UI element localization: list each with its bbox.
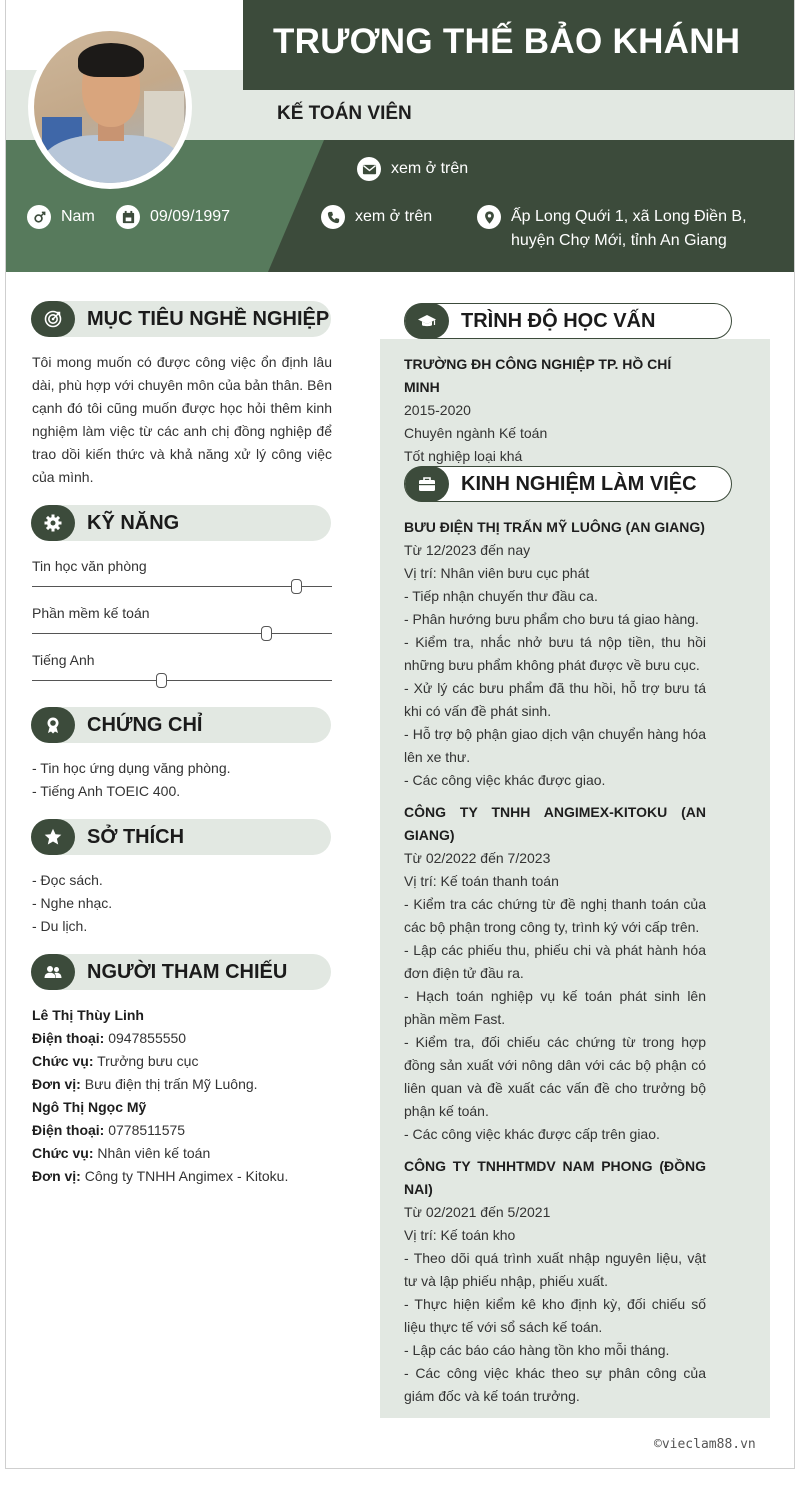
reference-name: Lê Thị Thùy Linh <box>32 1007 144 1023</box>
experience-entry <box>404 801 706 1146</box>
duty-item: - Hỗ trợ bộ phận giao dịch vận chuyển hàng hóa lên xe thư. <box>404 726 706 765</box>
hobbies-list <box>32 869 332 938</box>
section-hobbies-header <box>31 819 331 855</box>
reference-org: Bưu điện thị trấn Mỹ Luông. <box>84 1076 258 1092</box>
education-years: 2015-2020 <box>404 402 471 418</box>
briefcase-icon <box>405 466 449 502</box>
company-name: CÔNG TY TNHH ANGIMEX-KITOKU (AN GIANG) <box>404 804 706 843</box>
skill-level-handle <box>156 673 167 688</box>
list-item: - Nghe nhạc. <box>32 895 113 911</box>
experience-content <box>404 516 706 1408</box>
gender-icon <box>27 205 51 229</box>
duty-item: - Kiểm tra các chứng từ đề nghị thanh toán của các bộ phận trong công ty, trình ký với cấp trên. <box>404 896 706 935</box>
address-line-1: Ấp Long Quới 1, xã Long Điền B, <box>511 208 747 225</box>
email-icon <box>357 157 381 181</box>
graduation-cap-icon <box>405 303 449 339</box>
school-name: TRƯỜNG ĐH CÔNG NGHIỆP TP. HỒ CHÍ MINH <box>404 356 672 395</box>
duty-item: - Hạch toán nghiệp vụ kế toán phát sinh lên phần mềm Fast. <box>404 988 706 1027</box>
section-experience-header <box>404 466 732 502</box>
section-title: CHỨNG CHỈ <box>87 713 203 736</box>
job-position: Vị trí: Nhân viên bưu cục phát <box>404 565 590 581</box>
duty-item: - Các công việc khác được cấp trên giao. <box>404 1126 660 1142</box>
location-icon <box>477 205 501 229</box>
reference-position: Trưởng bưu cục <box>97 1053 199 1069</box>
references-list: Lê Thị Thùy Linh Điện thoại: 0947855550 Chức vụ: Trưởng bưu cục Đơn vị: Bưu điện thị trấn Mỹ Luông. Ngô Thị Ngọc Mỹ Điện thoại: 0778511575 Chức vụ: Nhân viên kế toán Đơn vị: Công ty TNHH Angimex - Kitoku. <box>32 1004 332 1188</box>
company-name: BƯU ĐIỆN THỊ TRẤN MỸ LUÔNG (AN GIANG) <box>404 519 705 535</box>
section-title: MỤC TIÊU NGHỀ NGHIỆP <box>87 307 330 330</box>
phone-text: xem ở trên <box>355 208 433 225</box>
duty-item: - Thực hiện kiểm kê kho định kỳ, đối chiếu số liệu thực tế với sổ sách kế toán. <box>404 1296 706 1335</box>
duty-item: - Kiểm tra, đối chiếu các chứng từ trong hợp đồng sản xuất với nông dân với các bộ phận có liên quan và đề xuất các vấn đề cho trưởng bộ phận kế toán. <box>404 1034 706 1119</box>
full-name: TRƯƠNG THẾ BẢO KHÁNH <box>273 22 741 61</box>
avatar-photo <box>34 31 186 183</box>
skill-label: Tin học văn phòng <box>32 558 147 574</box>
users-icon <box>31 954 75 990</box>
skill-label: Tiếng Anh <box>32 652 95 668</box>
reference-position: Nhân viên kế toán <box>97 1145 211 1161</box>
education-content <box>404 353 709 468</box>
section-title: KỸ NĂNG <box>87 511 180 534</box>
name-banner <box>243 0 795 90</box>
skill-level-handle <box>261 626 272 641</box>
gear-icon <box>31 505 75 541</box>
section-title: SỞ THÍCH <box>87 825 185 848</box>
education-major: Chuyên ngành Kế toán <box>404 425 548 441</box>
section-title: KINH NGHIỆM LÀM VIỆC <box>461 472 697 495</box>
section-education-header <box>404 303 732 339</box>
section-title: NGƯỜI THAM CHIẾU <box>87 960 288 983</box>
reference-org: Công ty TNHH Angimex - Kitoku. <box>84 1168 289 1184</box>
duty-item: - Kiểm tra, nhắc nhở bưu tá nộp tiền, thu hồi những bưu phẩm không phát được về bưu cục. <box>404 634 706 673</box>
skill-level-bar <box>32 680 332 681</box>
objective-text: Tôi mong muốn có được công việc ổn định lâu dài, phù hợp với chuyên môn của bản thân. Bên cạnh đó tôi cũng muốn được học hỏi thêm kinh nghiệm làm việc từ các anh chị đồng nghiệp để trao dồi kiến thức và khả năng xử lý công việc của mình. <box>32 354 332 485</box>
list-item: - Tin học ứng dụng văng phòng. <box>32 760 231 776</box>
phone-icon <box>321 205 345 229</box>
watermark: ©vieclam88.vn <box>654 1437 756 1452</box>
skill-level-handle <box>291 579 302 594</box>
list-item: - Du lịch. <box>32 918 88 934</box>
skill-label: Phần mềm kế toán <box>32 605 150 621</box>
calendar-icon <box>116 205 140 229</box>
star-icon <box>31 819 75 855</box>
avatar <box>28 25 192 189</box>
list-item: - Đọc sách. <box>32 872 103 888</box>
section-skills-header <box>31 505 331 541</box>
education-grade: Tốt nghiệp loại khá <box>404 448 523 464</box>
section-certificates-header <box>31 707 331 743</box>
cv-page <box>5 0 795 1469</box>
reference-phone: 0778511575 <box>108 1122 186 1138</box>
reference-name: Ngô Thị Ngọc Mỹ <box>32 1099 147 1115</box>
award-icon <box>31 707 75 743</box>
section-objective-header <box>31 301 331 337</box>
experience-entry <box>404 1155 706 1408</box>
duty-item: - Xử lý các bưu phẩm đã thu hồi, hỗ trợ bưu tá khi có vấn đề phát sinh. <box>404 680 706 719</box>
list-item: - Tiếng Anh TOEIC 400. <box>32 783 181 799</box>
skill-level-bar <box>32 586 332 587</box>
job-period: Từ 02/2021 đến 5/2021 <box>404 1204 551 1220</box>
job-period: Từ 02/2022 đến 7/2023 <box>404 850 551 866</box>
duty-item: - Theo dõi quá trình xuất nhập nguyên liệu, vật tư và lập phiếu nhập, phiếu xuất. <box>404 1250 706 1289</box>
duty-item: - Lập các phiếu thu, phiếu chi và phát hành hóa đơn điện tử đầu ra. <box>404 942 706 981</box>
dob-text: 09/09/1997 <box>150 208 231 225</box>
job-period: Từ 12/2023 đến nay <box>404 542 531 558</box>
duty-item: - Các công việc khác được giao. <box>404 772 606 788</box>
job-title: KẾ TOÁN VIÊN <box>277 103 412 124</box>
header <box>6 0 795 272</box>
address-line-2: huyện Chợ Mới, tỉnh An Giang <box>511 232 727 249</box>
email-text: xem ở trên <box>391 160 469 177</box>
section-title: TRÌNH ĐỘ HỌC VẤN <box>461 309 656 332</box>
duty-item: - Lập các báo cáo hàng tồn kho mỗi tháng. <box>404 1342 670 1358</box>
target-icon <box>31 301 75 337</box>
reference-phone: 0947855550 <box>108 1030 187 1046</box>
duty-item: - Phân hướng bưu phẩm cho bưu tá giao hàng. <box>404 611 699 627</box>
certificates-list <box>32 757 332 803</box>
skill-level-bar <box>32 633 332 634</box>
section-references-header <box>31 954 331 990</box>
company-name: CÔNG TY TNHHTMDV NAM PHONG (ĐỒNG NAI) <box>404 1158 706 1197</box>
duty-item: - Tiếp nhận chuyến thư đầu ca. <box>404 588 598 604</box>
gender-text: Nam <box>61 208 95 225</box>
job-position: Vị trí: Kế toán thanh toán <box>404 873 559 889</box>
job-position: Vị trí: Kế toán kho <box>404 1227 516 1243</box>
duty-item: - Các công việc khác theo sự phân công của giám đốc và kế toán trưởng. <box>404 1365 706 1404</box>
experience-entry <box>404 516 706 792</box>
